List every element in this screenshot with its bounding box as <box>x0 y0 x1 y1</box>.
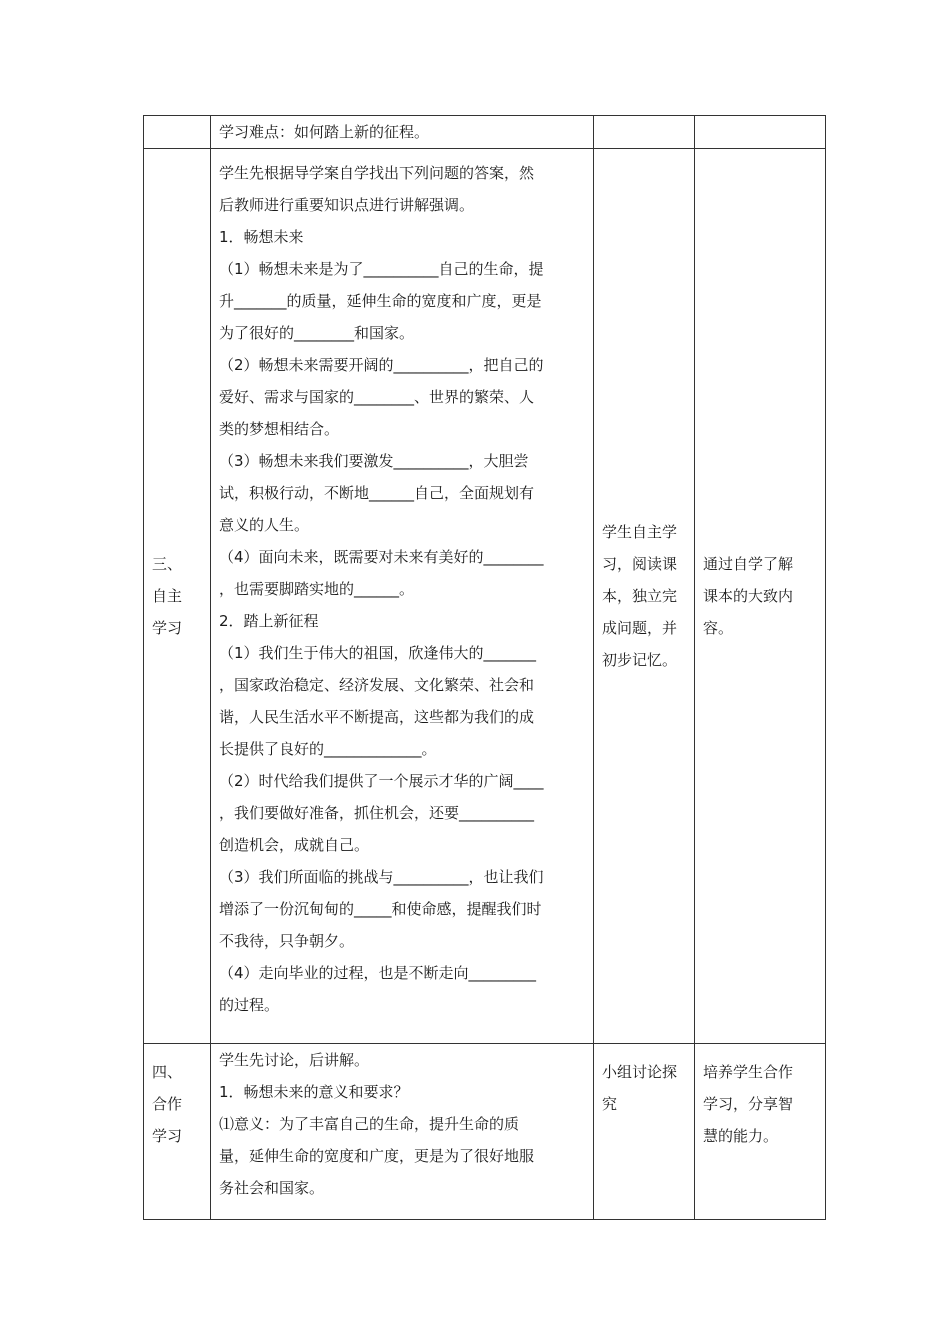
question-line: 的过程。 <box>219 996 280 1014</box>
stage-line: 合作 <box>152 1095 183 1113</box>
intent-line: 通过自学了解 <box>703 555 794 573</box>
question-line: 爱好、需求与国家的________、世界的繁荣、人 <box>219 388 535 406</box>
question-line: 增添了一份沉甸甸的_____和使命感，提醒我们时 <box>219 900 542 918</box>
intro-line: 学生先讨论，后讲解。 <box>219 1051 370 1069</box>
difficulty-row <box>144 116 826 149</box>
stage-line: 自主 <box>152 587 183 605</box>
answer-line: ⑴意义：为了丰富自己的生命，提升生命的质 <box>219 1115 520 1133</box>
difficulty-cell <box>211 116 594 149</box>
stage-line: 学习 <box>152 1127 183 1145</box>
answer-line: 务社会和国家。 <box>219 1179 325 1197</box>
activity-line: 初步记忆。 <box>602 651 678 669</box>
self-study-row <box>144 149 826 1044</box>
self-study-stage-cell <box>144 149 211 1044</box>
stage-cell-empty <box>144 116 211 149</box>
intent-cell-empty <box>695 116 826 149</box>
activity-line: 习，阅读课 <box>602 555 678 573</box>
question-line: （1）我们生于伟大的祖国，欣逢伟大的_______ <box>219 644 537 662</box>
intent-line: 课本的大致内 <box>703 587 794 605</box>
intro-line: 后教师进行重要知识点进行讲解强调。 <box>219 196 475 214</box>
question-line: 意义的人生。 <box>219 516 310 534</box>
stage-line: 三、 <box>152 555 183 573</box>
question-line: （2）时代给我们提供了一个展示才华的广阔____ <box>219 772 544 790</box>
question-line: 升_______的质量，延伸生命的宽度和广度，更是 <box>219 292 542 310</box>
cooperative-content-cell <box>211 1044 594 1220</box>
activity-line: 究 <box>602 1095 618 1113</box>
question-line: （2）畅想未来需要开阔的__________，把自己的 <box>219 356 544 374</box>
cooperative-stage-cell <box>144 1044 211 1220</box>
question-line: （3）我们所面临的挑战与__________，也让我们 <box>219 868 544 886</box>
difficulty-text: 学习难点：如何踏上新的征程。 <box>219 123 430 141</box>
question-line: （4）面向未来，既需要对未来有美好的________ <box>219 548 544 566</box>
question-line: 试，积极行动，不断地______自己，全面规划有 <box>219 484 535 502</box>
question-line: 1．畅想未来的意义和要求？ <box>219 1083 409 1101</box>
activity-line: 本，独立完 <box>602 587 678 605</box>
self-study-activity-cell <box>594 149 695 1044</box>
question-line: （3）畅想未来我们要激发__________，大胆尝 <box>219 452 529 470</box>
question-line: ，我们要做好准备，抓住机会，还要__________ <box>219 804 535 822</box>
section2-title: 2．踏上新征程 <box>219 612 319 630</box>
question-line: ，国家政治稳定、经济发展、文化繁荣、社会和 <box>219 676 535 694</box>
question-line: 类的梦想相结合。 <box>219 420 340 438</box>
activity-line: 成问题，并 <box>602 619 678 637</box>
question-line: 长提供了良好的_____________。 <box>219 740 437 758</box>
section1-title: 1．畅想未来 <box>219 228 304 246</box>
question-line: （1）畅想未来是为了__________自己的生命，提 <box>219 260 544 278</box>
activity-line: 小组讨论探 <box>602 1063 678 1081</box>
answer-line: 量，延伸生命的宽度和广度，更是为了很好地服 <box>219 1147 535 1165</box>
activity-line: 学生自主学 <box>602 523 678 541</box>
self-study-content-cell <box>211 149 594 1044</box>
question-line: （4）走向毕业的过程，也是不断走向_________ <box>219 964 537 982</box>
question-line: 谐，人民生活水平不断提高，这些都为我们的成 <box>219 708 535 726</box>
intent-line: 培养学生合作 <box>703 1063 794 1081</box>
question-line: 为了很好的________和国家。 <box>219 324 415 342</box>
question-line: 创造机会，成就自己。 <box>219 836 370 854</box>
stage-line: 四、 <box>152 1063 183 1081</box>
intent-line: 慧的能力。 <box>703 1127 779 1145</box>
cooperative-intent-cell <box>695 1044 826 1220</box>
intent-line: 容。 <box>703 619 734 637</box>
lesson-plan-table <box>143 115 826 1220</box>
intro-line: 学生先根据导学案自学找出下列问题的答案，然 <box>219 164 535 182</box>
question-line: 不我待，只争朝夕。 <box>219 932 355 950</box>
cooperative-activity-cell <box>594 1044 695 1220</box>
self-study-intent-cell <box>695 149 826 1044</box>
stage-line: 学习 <box>152 619 183 637</box>
cooperative-row <box>144 1044 826 1220</box>
question-line: ，也需要脚踏实地的______。 <box>219 580 415 598</box>
intent-line: 学习，分享智 <box>703 1095 794 1113</box>
activity-cell-empty <box>594 116 695 149</box>
